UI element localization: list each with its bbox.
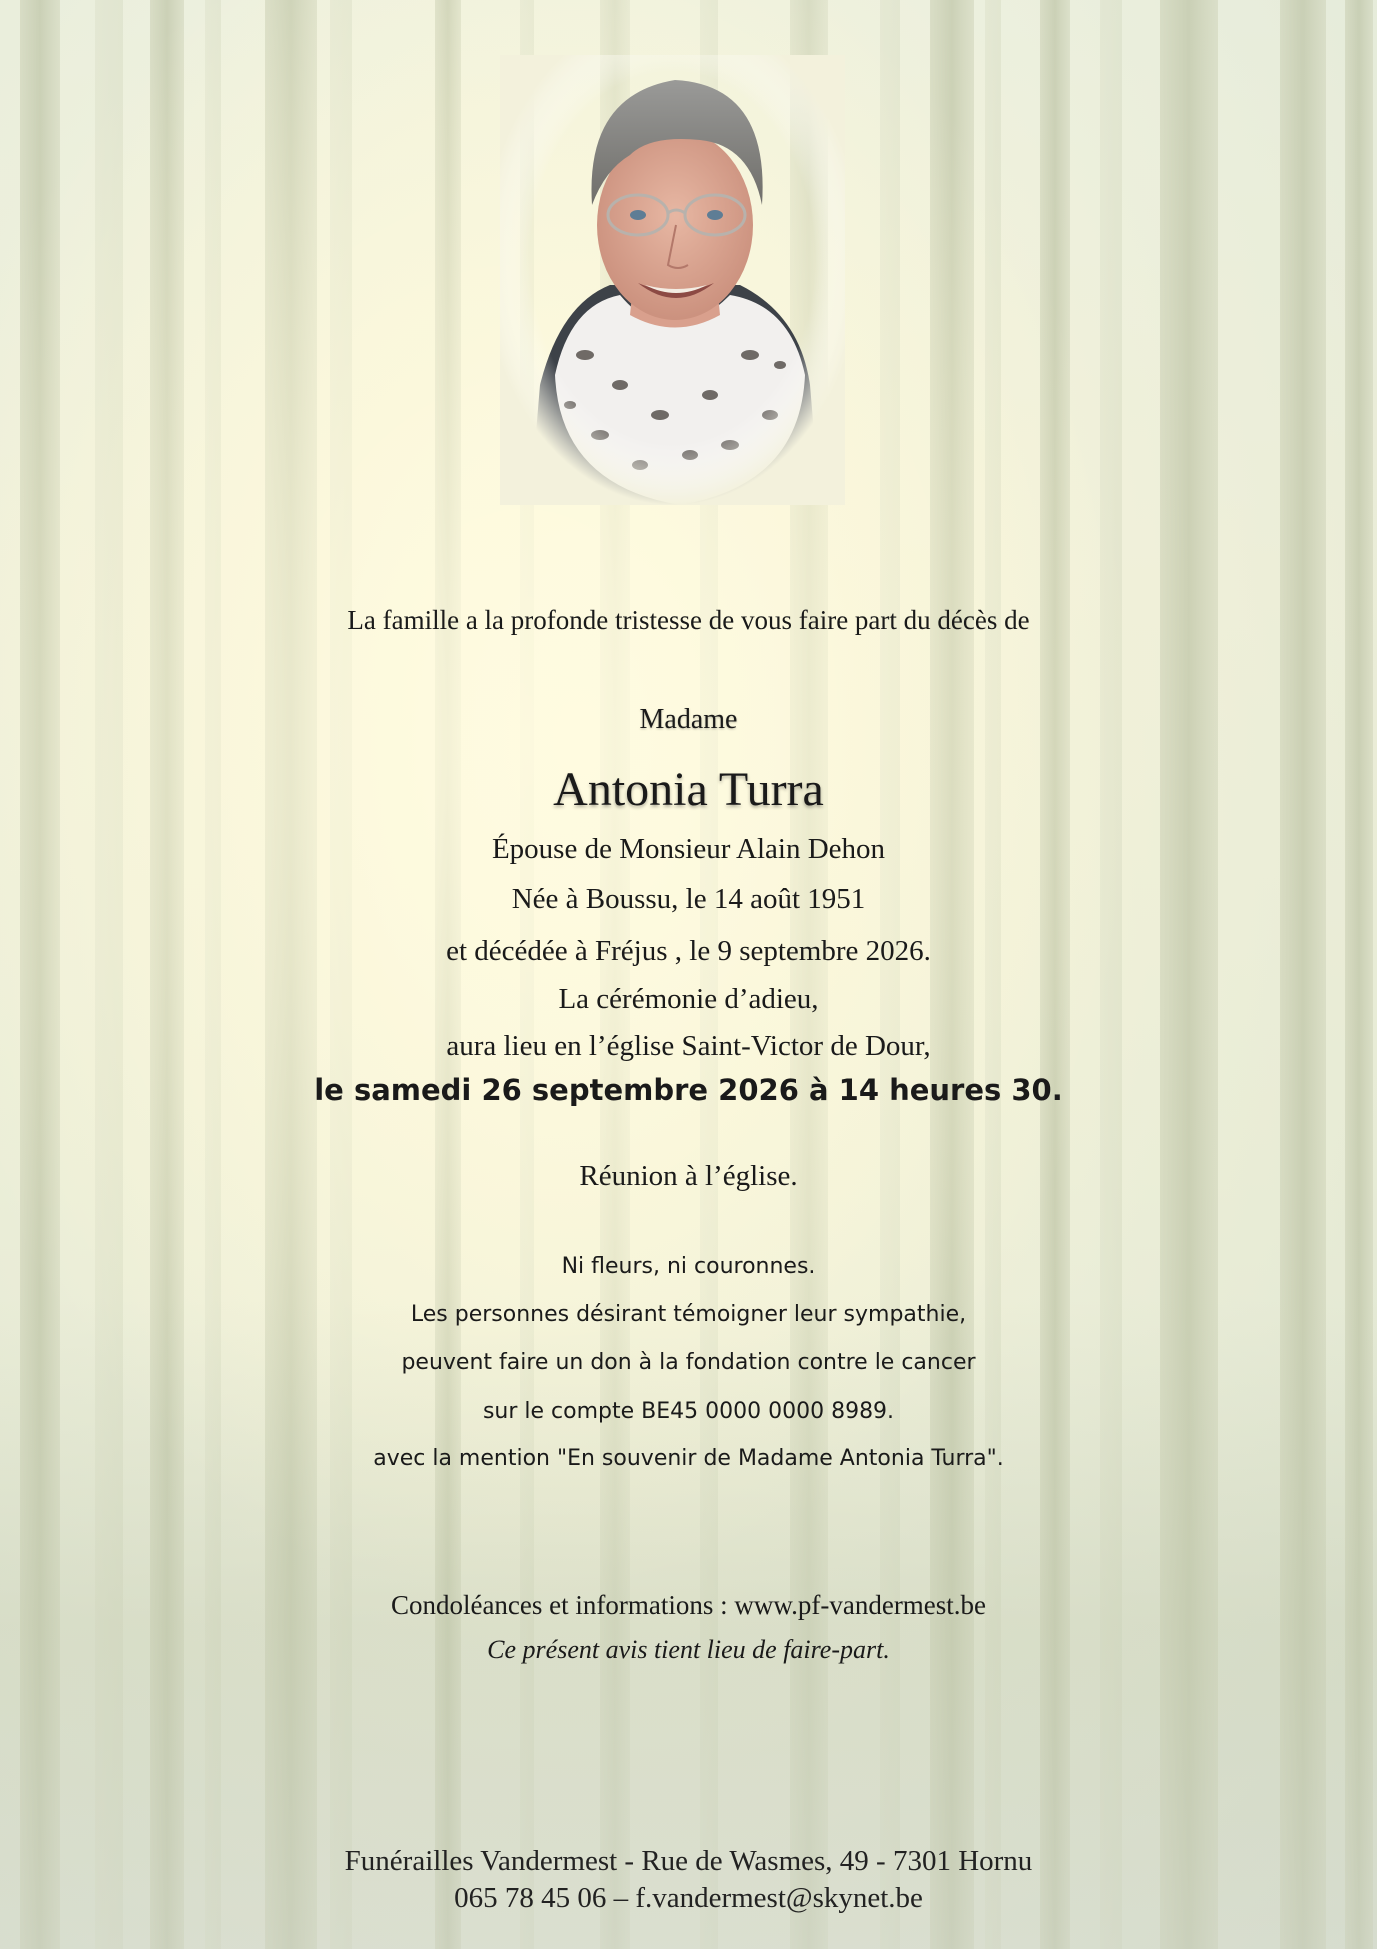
condolences-line: Condoléances et informations : www.pf-vandermest.be bbox=[390, 1590, 987, 1620]
portrait-photo bbox=[500, 55, 845, 505]
intro-text: La famille a la profonde tristesse de vous faire part du décès de bbox=[347, 605, 1030, 635]
ceremony-place: aura lieu en l’église Saint-Victor de Dour, bbox=[446, 1030, 931, 1062]
birth-line: Née à Boussu, le 14 août 1951 bbox=[511, 883, 866, 915]
ceremony-date: le samedi 26 septembre 2026 à 14 heures 30. bbox=[314, 1073, 1063, 1107]
donation-line-1: Ni fleurs, ni couronnes. bbox=[561, 1254, 816, 1279]
deceased-name: Antonia Turra bbox=[553, 763, 824, 816]
gathering-line: Réunion à l’église. bbox=[579, 1160, 798, 1192]
donation-line-5: avec la mention "En souvenir de Madame Antonia Turra". bbox=[373, 1446, 1004, 1471]
spouse-line: Épouse de Monsieur Alain Dehon bbox=[491, 833, 886, 865]
death-line: et décédée à Fréjus , le 9 septembre 2026. bbox=[446, 935, 931, 967]
footer-contact: 065 78 45 06 – f.vandermest@skynet.be bbox=[454, 1882, 923, 1914]
ceremony-intro: La cérémonie d’adieu, bbox=[558, 983, 819, 1015]
donation-line-4: sur le compte BE45 0000 0000 8989. bbox=[482, 1399, 895, 1424]
honorific: Madame bbox=[639, 704, 738, 735]
notice-line: Ce présent avis tient lieu de faire-part. bbox=[487, 1635, 890, 1664]
donation-line-3: peuvent faire un don à la fondation contre le cancer bbox=[401, 1350, 976, 1375]
footer-address: Funérailles Vandermest - Rue de Wasmes, 49 - 7301 Hornu bbox=[344, 1845, 1033, 1877]
donation-line-2: Les personnes désirant témoigner leur sympathie, bbox=[410, 1302, 967, 1327]
